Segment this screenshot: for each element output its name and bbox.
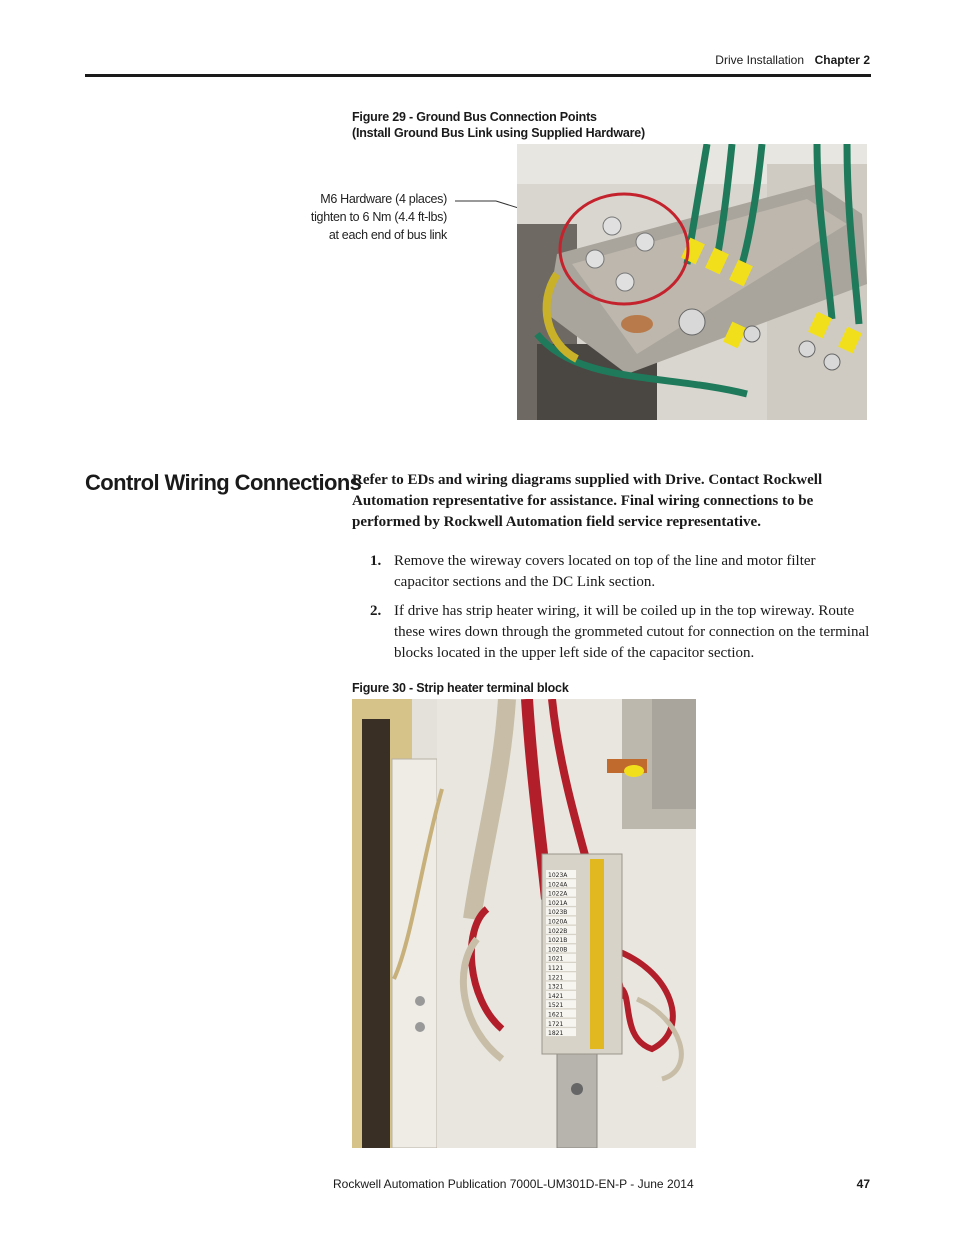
terminal-label: 1020A: [548, 918, 568, 926]
terminal-label: 1221: [548, 974, 564, 982]
callout-line2: tighten to 6 Nm (4.4 ft-lbs): [310, 210, 447, 224]
step-text: If drive has strip heater wiring, it will be coiled up in the top wireway. Route these wires down through the grommeted cutout for connection on the terminal blocks located in the upper left side of the capacitor section.: [394, 603, 870, 661]
section-title: Control Wiring Connections: [85, 470, 362, 495]
terminal-label: 1021A: [548, 899, 568, 907]
figure-29-callout: [300, 190, 447, 244]
running-header-chapter: Chapter 2: [814, 53, 870, 67]
step-1: [370, 551, 872, 593]
figure-30-caption: Figure 30 - Strip heater terminal block: [352, 681, 569, 695]
terminal-label: 1521: [548, 1002, 564, 1010]
callout-line3: at each end of bus link: [328, 228, 447, 242]
terminal-label: 1022A: [548, 890, 568, 898]
terminal-label: 1621: [548, 1011, 564, 1019]
terminal-label: 1021B: [548, 937, 568, 945]
terminal-label: 1121: [548, 965, 564, 972]
terminal-label: 1321: [548, 983, 564, 991]
step-number: 2.: [370, 603, 382, 619]
terminal-block-photo: [352, 699, 696, 1148]
footer-page-number: 47: [856, 1177, 870, 1191]
footer-publication: Rockwell Automation Publication 7000L-UM301D-EN-P - June 2014: [333, 1177, 694, 1191]
section-intro: Refer to EDs and wiring diagrams supplied with Drive. Contact Rockwell Automation representative for assistance. Final wiring connections to be performed by Rockwell Automation field service representative.: [352, 472, 823, 530]
header-rule: [85, 74, 871, 77]
ground-bus-photo: [517, 144, 867, 420]
terminal-label: 1020B: [548, 946, 568, 954]
terminal-label: 1421: [548, 992, 564, 1000]
step-text: Remove the wireway covers located on top of the line and motor filter capacitor sections and the DC Link section.: [394, 553, 816, 590]
callout-line1: M6 Hardware (4 places): [320, 192, 447, 206]
terminal-label: 1821: [548, 1030, 564, 1038]
figure-29-caption-line2: (Install Ground Bus Link using Supplied Hardware): [352, 126, 646, 140]
step-2: [370, 601, 872, 664]
running-header-section: Drive Installation: [715, 53, 804, 67]
figure-29-caption-line1: Figure 29 - Ground Bus Connection Points: [352, 110, 597, 124]
terminal-label: 1023A: [548, 872, 568, 879]
terminal-label: 1023B: [548, 909, 568, 917]
terminal-label: 1022B: [548, 927, 568, 935]
terminal-label: 1024A: [548, 881, 568, 889]
step-number: 1.: [370, 553, 382, 569]
step-list: [370, 551, 872, 672]
terminal-label: 1021: [548, 955, 564, 963]
terminal-label: 1721: [548, 1020, 564, 1028]
figure-29-caption: [352, 109, 645, 141]
